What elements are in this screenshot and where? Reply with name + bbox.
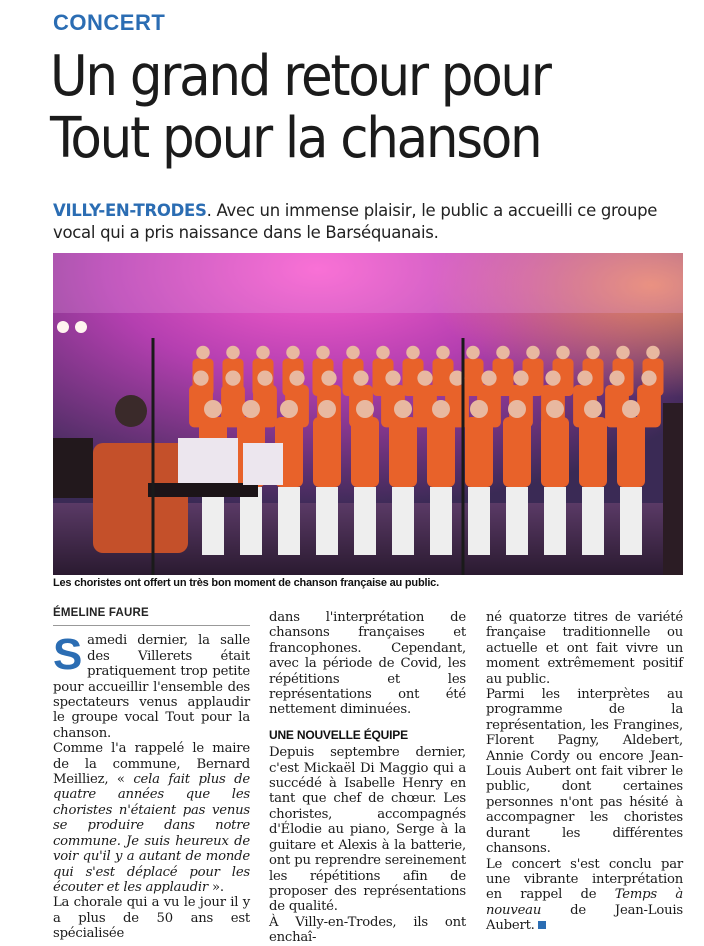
choir-singer-body bbox=[389, 417, 417, 487]
choir-singer-body bbox=[427, 417, 455, 487]
choir-singer-head bbox=[286, 346, 300, 360]
choir-singer-head bbox=[470, 400, 488, 418]
choir-singer-head bbox=[496, 346, 510, 360]
choir-singer-head bbox=[257, 370, 272, 385]
choir-singer-head bbox=[466, 346, 480, 360]
choir-singer-head bbox=[316, 346, 330, 360]
conclusion-end: de Jean-Louis Aubert. bbox=[486, 902, 683, 934]
choir-singer-head bbox=[481, 370, 496, 385]
choir-singer-head bbox=[622, 400, 640, 418]
choir-singer-head bbox=[609, 370, 624, 385]
choir-photo-illustration bbox=[53, 253, 683, 575]
choir-singer-body bbox=[313, 417, 341, 487]
choir-singer-head bbox=[508, 400, 526, 418]
paragraph-intro-text: amedi dernier, la salle des Villerets était pratiquement trop petite pour accueillir l'ensemble des spectateurs venus applaudir le groupe vocal Tout pour la chanson. bbox=[53, 633, 250, 741]
choir-singer-legs bbox=[316, 487, 338, 555]
choir-singer-head bbox=[556, 346, 570, 360]
choir-singer-head bbox=[196, 346, 210, 360]
choir-singer-body bbox=[503, 417, 531, 487]
mayor-quote-close: ». bbox=[207, 879, 224, 895]
choir-photo bbox=[53, 253, 683, 575]
choir-singer-head bbox=[225, 370, 240, 385]
choir-singer-head bbox=[432, 400, 450, 418]
choir-singer-body bbox=[351, 417, 379, 487]
choir-singer-head bbox=[356, 400, 374, 418]
choir-singer-head bbox=[577, 370, 592, 385]
paragraph-intro bbox=[53, 630, 250, 741]
choir-singer-legs bbox=[278, 487, 300, 555]
choir-singer-legs bbox=[202, 487, 224, 555]
choir-singer-head bbox=[204, 400, 222, 418]
choir-singer-head bbox=[256, 346, 270, 360]
mayor-quote: cela fait plus de quatre années que les choristes n'étaient pas venus se produire dans notre commune. Je suis heureux de voir qu'il y a autant de monde qui s'est déplacé pour les écouter et les applaudir bbox=[53, 772, 250, 895]
choir-singer-head bbox=[394, 400, 412, 418]
choir-singer-head bbox=[289, 370, 304, 385]
column-1 bbox=[53, 606, 250, 942]
subheading: UNE NOUVELLE ÉQUIPE bbox=[269, 727, 408, 742]
choir-singer-head bbox=[545, 370, 560, 385]
choir-singer-head bbox=[226, 346, 240, 360]
choir-singer-legs bbox=[468, 487, 490, 555]
choir-singer-head bbox=[353, 370, 368, 385]
choir-singer-head bbox=[646, 346, 660, 360]
choir-singer-head bbox=[280, 400, 298, 418]
paragraph-chorale: La chorale qui a vu le jour il y a plus de 50 ans est spécialisée bbox=[53, 895, 250, 942]
choir-singer-head bbox=[526, 346, 540, 360]
choir-singer-legs bbox=[506, 487, 528, 555]
choir-singer-head bbox=[586, 346, 600, 360]
choir-singer-head bbox=[616, 346, 630, 360]
choir-singer-head bbox=[242, 400, 260, 418]
song-title: Temps à nouveau bbox=[486, 887, 683, 918]
choir-singer-head bbox=[417, 370, 432, 385]
choir-singer-head bbox=[513, 370, 528, 385]
byline: ÉMELINE FAURE bbox=[53, 606, 250, 626]
end-mark-icon bbox=[538, 921, 546, 929]
headline-line-2: Tout pour la chanson bbox=[50, 106, 541, 171]
choir-singer-legs bbox=[392, 487, 414, 555]
drop-cap: S bbox=[53, 630, 83, 680]
conclusion-text: Le concert s'est conclu par une vibrante interprétation en rappel de bbox=[486, 856, 683, 903]
choir-singer-head bbox=[318, 400, 336, 418]
choir-singer-legs bbox=[354, 487, 376, 555]
choir-singer-head bbox=[436, 346, 450, 360]
choir-singer-head bbox=[584, 400, 602, 418]
choir-singer-head bbox=[321, 370, 336, 385]
column-3 bbox=[486, 610, 683, 934]
choir-singer-head bbox=[376, 346, 390, 360]
paragraph-new-team: Depuis septembre dernier, c'est Mickaël Di Maggio qui a succédé à Isabelle Henry en tant que chef de chœur. Les choristes, accompagnés d'Élodie au piano, Serge à la guitare et Alexis à la batterie, ont pu reprendre sereinement les répétitions afin de proposer des représentations de qualité. bbox=[269, 745, 466, 915]
choir-singer-head bbox=[641, 370, 656, 385]
choir-singer-legs bbox=[240, 487, 262, 555]
choir-singer-head bbox=[346, 346, 360, 360]
choir-singer-legs bbox=[544, 487, 566, 555]
headline bbox=[50, 46, 639, 170]
lead-paragraph bbox=[53, 200, 683, 244]
lead-text: . Avec un immense plaisir, le public a accueilli ce groupe vocal qui a pris naissance dans le Barséquanais. bbox=[53, 201, 658, 242]
choir-singer-legs bbox=[620, 487, 642, 555]
choir-singer-body bbox=[579, 417, 607, 487]
paragraph-interpreters: Parmi les interprètes au programme de la représentation, les Frangines, Florent Pagny, Aldebert, Annie Cordy ou encore Jean-Louis Aubert ont fait vibrer le public, dont certaines personnes n'ont pas hésité à accompagner les choristes durant les différentes chansons. bbox=[486, 687, 683, 857]
choir-singer-head bbox=[406, 346, 420, 360]
lead-place: VILLY-EN-TRODES bbox=[53, 201, 207, 220]
paragraph-repertoire: dans l'interprétation de chansons françaises et francophones. Cependant, avec la période de Covid, les répétitions et les représentations ont été nettement diminuées. bbox=[269, 610, 466, 718]
section-kicker: CONCERT bbox=[53, 10, 166, 35]
choir-singer-head bbox=[546, 400, 564, 418]
choir-singer-body bbox=[465, 417, 493, 487]
choir-singer-head bbox=[193, 370, 208, 385]
choir-singer-legs bbox=[430, 487, 452, 555]
column-2 bbox=[269, 610, 466, 946]
choir-singer-body bbox=[541, 417, 569, 487]
choir-singer-legs bbox=[582, 487, 604, 555]
paragraph-concert-start: À Villy-en-Trodes, ils ont enchaî- bbox=[269, 914, 466, 946]
choir-singer-body bbox=[617, 417, 645, 487]
headline-line-1: Un grand retour pour bbox=[50, 44, 550, 109]
paragraph-titles: né quatorze titres de variété française traditionnelle ou actuelle et ont fait vivre un moment extrêmement positif au public. bbox=[486, 610, 683, 687]
paragraph-conclusion bbox=[486, 857, 683, 934]
photo-caption: Les choristes ont offert un très bon moment de chanson française au public. bbox=[53, 577, 439, 589]
choir-singer-head bbox=[385, 370, 400, 385]
mayor-text: Comme l'a rappelé le maire de la commune, Bernard Meilliez, « bbox=[53, 741, 250, 788]
paragraph-mayor bbox=[53, 741, 250, 895]
